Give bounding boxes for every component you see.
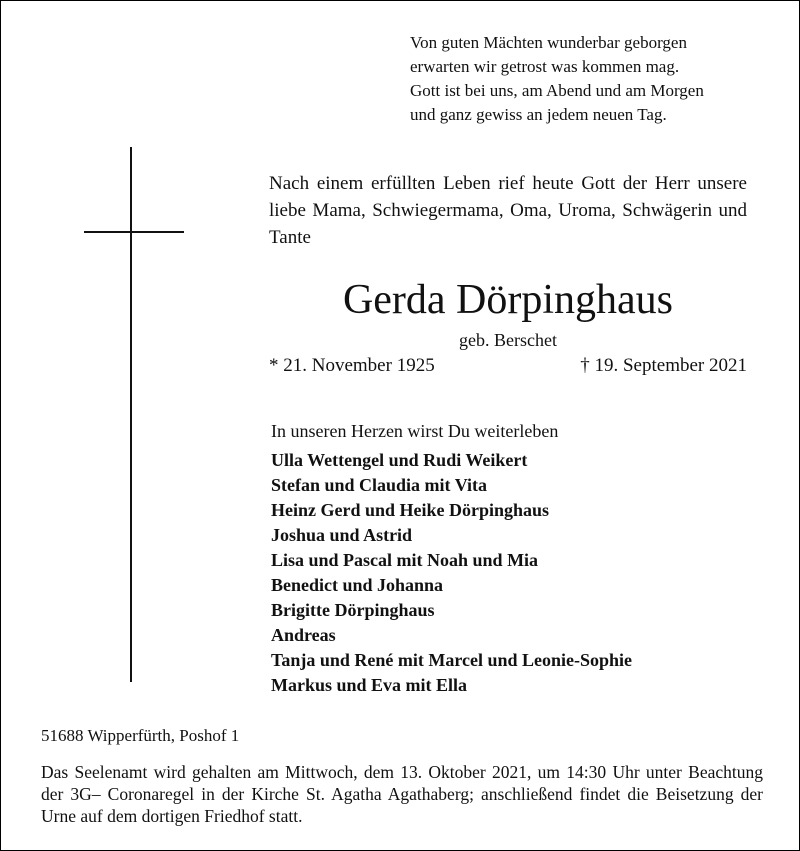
- address: 51688 Wipperfürth, Poshof 1: [41, 726, 240, 745]
- list-item: Brigitte Dörpinghaus: [271, 600, 435, 620]
- list-item: Ulla Wettengel und Rudi Weikert: [271, 450, 528, 470]
- death-date: † 19. September 2021: [580, 355, 747, 376]
- list-item: Heinz Gerd und Heike Dörpinghaus: [271, 500, 550, 520]
- poem: [410, 31, 790, 127]
- poem-line: Gott ist bei uns, am Abend und am Morgen: [410, 81, 704, 100]
- cross-vertical-bar: [130, 147, 132, 682]
- cross-icon: [84, 147, 184, 682]
- list-item: Andreas: [271, 625, 336, 645]
- poem-line: und ganz gewiss an jedem neuen Tag.: [410, 105, 667, 124]
- cross-horizontal-bar: [84, 231, 184, 233]
- list-item: Joshua und Astrid: [271, 525, 413, 545]
- mourners-list: [271, 448, 751, 698]
- list-item: Stefan und Claudia mit Vita: [271, 475, 488, 495]
- remembrance-line: In unseren Herzen wirst Du weiterleben: [271, 421, 559, 441]
- list-item: Tanja und René mit Marcel und Leonie-Sophie: [271, 650, 633, 670]
- maiden-name: geb. Berschet: [459, 330, 557, 350]
- funeral-info: Das Seelenamt wird gehalten am Mittwoch, dem 13. Oktober 2021, um 14:30 Uhr unter Beachtung der 3G– Coronaregel in der Kirche St. Agatha Agathaberg; anschließend findet die Beisetzung der Urne auf dem dortigen Friedhof statt.: [41, 762, 763, 826]
- poem-line: Von guten Mächten wunderbar geborgen: [410, 33, 687, 52]
- intro-text: Nach einem erfüllten Leben rief heute Gott der Herr unsere liebe Mama, Schwiegermama, Oma, Uroma, Schwägerin und Tante: [269, 173, 747, 248]
- list-item: Lisa und Pascal mit Noah und Mia: [271, 550, 539, 570]
- list-item: Markus und Eva mit Ella: [271, 675, 468, 695]
- list-item: Benedict und Johanna: [271, 575, 444, 595]
- deceased-name: Gerda Dörpinghaus: [342, 277, 674, 323]
- poem-line: erwarten wir getrost was kommen mag.: [410, 57, 680, 76]
- birth-date: * 21. November 1925: [269, 355, 435, 376]
